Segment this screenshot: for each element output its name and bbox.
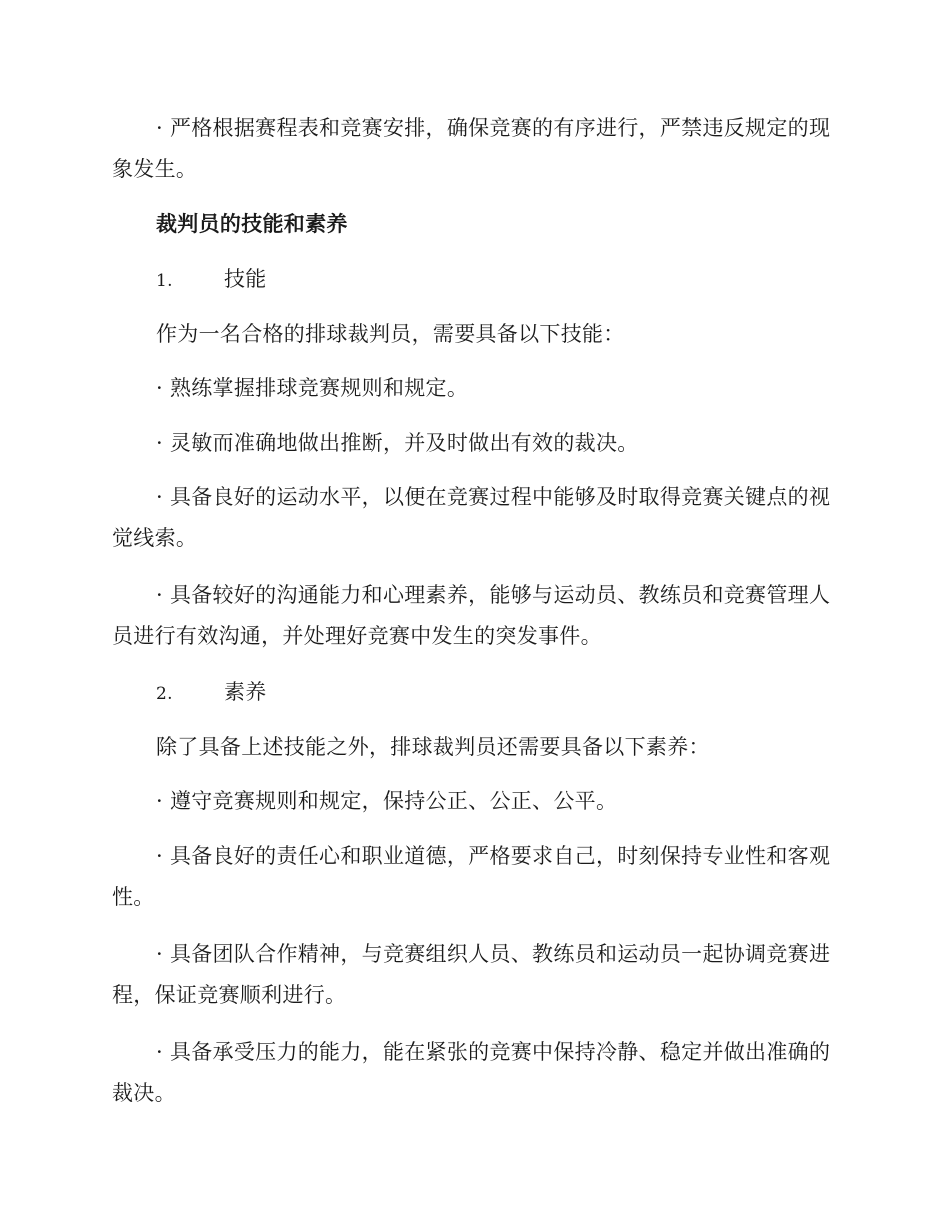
item-title: 技能 [224,267,267,291]
section-heading: 裁判员的技能和素养 [156,211,348,236]
item-number: 1. [156,271,173,291]
skill-item: · 具备较好的沟通能力和心理素养，能够与运动员、教练员和竞赛管理人员进行有效沟通，并处理好竞赛中发生的突发事件。 [112,583,831,648]
skills-intro: 作为一名合格的排球裁判员，需要具备以下技能： [156,322,625,346]
item-number: 2. [156,684,173,704]
quality-item: · 具备团队合作精神，与竞赛组织人员、教练员和运动员一起协调竞赛进程，保证竞赛顺利进行。 [112,942,831,1007]
paragraph-schedule: · 严格根据赛程表和竞赛安排，确保竞赛的有序进行，严禁违反规定的现象发生。 [112,116,831,181]
qualities-intro: 除了具备上述技能之外，排球裁判员还需要具备以下素养： [156,735,710,759]
quality-item: · 遵守竞赛规则和规定，保持公正、公正、公平。 [156,789,618,813]
skill-item: · 熟练掌握排球竞赛规则和规定。 [156,376,469,400]
quality-item: · 具备承受压力的能力，能在紧张的竞赛中保持冷静、稳定并做出准确的裁决。 [112,1040,831,1105]
numbered-item-skills [156,264,267,296]
numbered-item-qualities [156,677,267,709]
skill-item: · 具备良好的运动水平，以便在竞赛过程中能够及时取得竞赛关键点的视觉线索。 [112,485,831,550]
item-title: 素养 [224,680,267,704]
quality-item: · 具备良好的责任心和职业道德，严格要求自己，时刻保持专业性和客观性。 [112,844,831,909]
skill-item: · 灵敏而准确地做出推断，并及时做出有效的裁决。 [156,431,639,455]
